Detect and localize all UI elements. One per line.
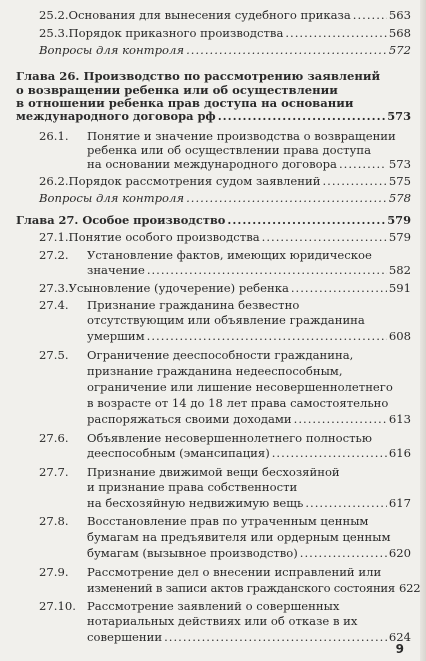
leader-dots (285, 27, 387, 40)
entry-number: 27.4. (39, 298, 69, 312)
entry-page: 573 (388, 157, 411, 171)
page-number: 9 (395, 642, 404, 656)
toc-entry[interactable] (87, 413, 411, 426)
entry-page: 591 (388, 281, 411, 295)
entry-title-cont: бумагам на предъявителя или ордерным ценным (87, 530, 391, 544)
entry-title: Установление фактов, имеющих юридическое (87, 248, 372, 262)
toc-entry[interactable] (87, 581, 421, 595)
entry-number: 26.2. (39, 174, 69, 188)
leader-dots (262, 231, 387, 244)
toc-entry-line (39, 432, 411, 445)
entry-number: 27.8. (39, 514, 69, 528)
entry-title: Объявление несовершеннолетнего полностью (87, 431, 372, 445)
leader-dots (218, 110, 386, 123)
entry-title: Вопросы для контроля (39, 191, 185, 205)
entry-title-cont: признание гражданина недееспособным, (87, 364, 343, 378)
toc-entry[interactable] (87, 330, 411, 343)
chapter-heading-line: Глава 26. Производство по рассмотрению заявлений (16, 69, 381, 83)
entry-title: умершим (87, 329, 145, 343)
entry-page: 613 (388, 412, 411, 426)
toc-entry-line (39, 249, 411, 262)
toc-entry[interactable] (87, 158, 411, 171)
toc-entry[interactable] (39, 231, 411, 244)
leader-dots (353, 9, 387, 22)
entry-title: Понятие и значение производства о возвращении (87, 129, 396, 143)
toc-entry-line (39, 515, 411, 528)
entry-number: 27.1. (39, 230, 69, 244)
entry-title: распоряжаться своими доходами (87, 412, 292, 426)
toc-entry[interactable] (87, 264, 411, 277)
entry-title: Порядок рассмотрения судом заявлений (68, 174, 321, 188)
entry-title: на основании международного договора (87, 157, 337, 171)
toc-entry-line (39, 466, 411, 479)
entry-page: 579 (387, 213, 411, 227)
entry-title: Восстановление прав по утраченным ценным (87, 514, 369, 528)
entry-number: 25.2. (39, 8, 69, 22)
entry-page: 568 (388, 26, 411, 40)
toc-entry[interactable] (39, 27, 411, 40)
leader-dots (272, 447, 387, 460)
entry-title-cont: ограничение или лишение несовершеннолетнего (87, 380, 393, 394)
toc-chapter[interactable] (16, 214, 411, 227)
toc-entry-line (39, 600, 411, 613)
leader-dots (186, 192, 387, 205)
entry-title-cont: в возрасте от 14 до 18 лет права самостоятельно (87, 396, 389, 410)
chapter-heading-line: о возвращении ребенка или об осуществлении (16, 83, 338, 97)
toc-chapter[interactable] (16, 110, 411, 123)
entry-title: бумагам (вызывное производство) (87, 546, 298, 560)
entry-title: дееспособным (эмансипация) (87, 446, 270, 460)
toc-entry[interactable] (39, 282, 411, 295)
entry-page: 616 (388, 446, 411, 460)
chapter-title: Глава 27. Особое производство (16, 213, 226, 227)
entry-title: Понятие особого производства (68, 230, 260, 244)
entry-title: Рассмотрение дел о внесении исправлений или (87, 565, 382, 579)
chapter-heading-line: в отношении ребенка прав доступа на основании (16, 96, 354, 110)
leader-dots (305, 497, 387, 510)
entry-title: Порядок приказного производства (68, 26, 284, 40)
entry-number: 27.9. (39, 565, 69, 579)
toc-entry[interactable] (87, 447, 411, 460)
leader-dots (339, 158, 387, 171)
entry-page: 608 (388, 329, 411, 343)
leader-dots (227, 214, 385, 227)
entry-page: 582 (388, 263, 411, 277)
entry-title: Основания для вынесения судебного приказа (68, 8, 351, 22)
entry-title: Усыновление (удочерение) ребенка (68, 281, 289, 295)
entry-title-cont: и признание права собственности (87, 480, 298, 494)
entry-page: 572 (388, 43, 411, 57)
toc-entry[interactable] (39, 175, 411, 188)
entry-number: 27.3. (39, 281, 69, 295)
entry-title: на бесхозяйную недвижимую вещь (87, 496, 304, 510)
entry-number: 27.10. (39, 599, 76, 613)
entry-title: совершении (87, 630, 163, 644)
toc-entry[interactable] (39, 9, 411, 22)
entry-page: 624 (388, 630, 411, 644)
entry-page: 622 (398, 581, 421, 595)
entry-page: 575 (388, 174, 411, 188)
entry-title-cont: нотариальных действиях или об отказе в их (87, 614, 358, 628)
entry-title: значение (87, 263, 145, 277)
leader-dots (322, 175, 386, 188)
entry-title: Вопросы для контроля (39, 43, 185, 57)
leader-dots (294, 413, 387, 426)
entry-number: 27.5. (39, 348, 69, 362)
entry-title-cont: ребенка или об осуществлении права доступа (87, 143, 371, 157)
entry-page: 563 (388, 8, 411, 22)
entry-title: Рассмотрение заявлений о совершенных (87, 599, 340, 613)
entry-title-cont: отсутствующим или объявление гражданина (87, 313, 365, 327)
entry-title: Признание движимой вещи бесхозяйной (87, 465, 340, 479)
entry-number: 27.7. (39, 465, 69, 479)
leader-dots (164, 631, 387, 644)
entry-number: 26.1. (39, 129, 69, 143)
leader-dots (300, 547, 387, 560)
leader-dots (291, 282, 387, 295)
entry-page: 617 (388, 496, 411, 510)
entry-number: 27.6. (39, 431, 69, 445)
entry-number: 25.3. (39, 26, 69, 40)
toc-entry[interactable] (87, 497, 411, 510)
toc-entry-line (39, 566, 411, 579)
entry-number: 27.2. (39, 248, 69, 262)
entry-page: 578 (388, 191, 411, 205)
entry-title: Ограничение дееспособности гражданина, (87, 348, 354, 362)
page-edge (420, 0, 426, 661)
entry-page: 579 (388, 230, 411, 244)
entry-title: Признание гражданина безвестно (87, 298, 300, 312)
leader-dots (186, 44, 387, 57)
toc-entry-line (39, 349, 411, 362)
leader-dots (147, 264, 387, 277)
chapter-title: международного договора рф (16, 109, 216, 123)
toc-entry-line (39, 299, 411, 312)
entry-page: 573 (387, 109, 411, 123)
toc-entry-questions[interactable] (39, 192, 411, 205)
entry-page: 620 (388, 546, 411, 560)
toc-entry-questions[interactable] (39, 44, 411, 57)
toc-entry[interactable] (87, 631, 411, 644)
toc-entry[interactable] (87, 547, 411, 560)
toc-entry-line (39, 130, 411, 143)
leader-dots (147, 330, 387, 343)
entry-title: изменений в записи актов гражданского состояния (87, 581, 395, 595)
